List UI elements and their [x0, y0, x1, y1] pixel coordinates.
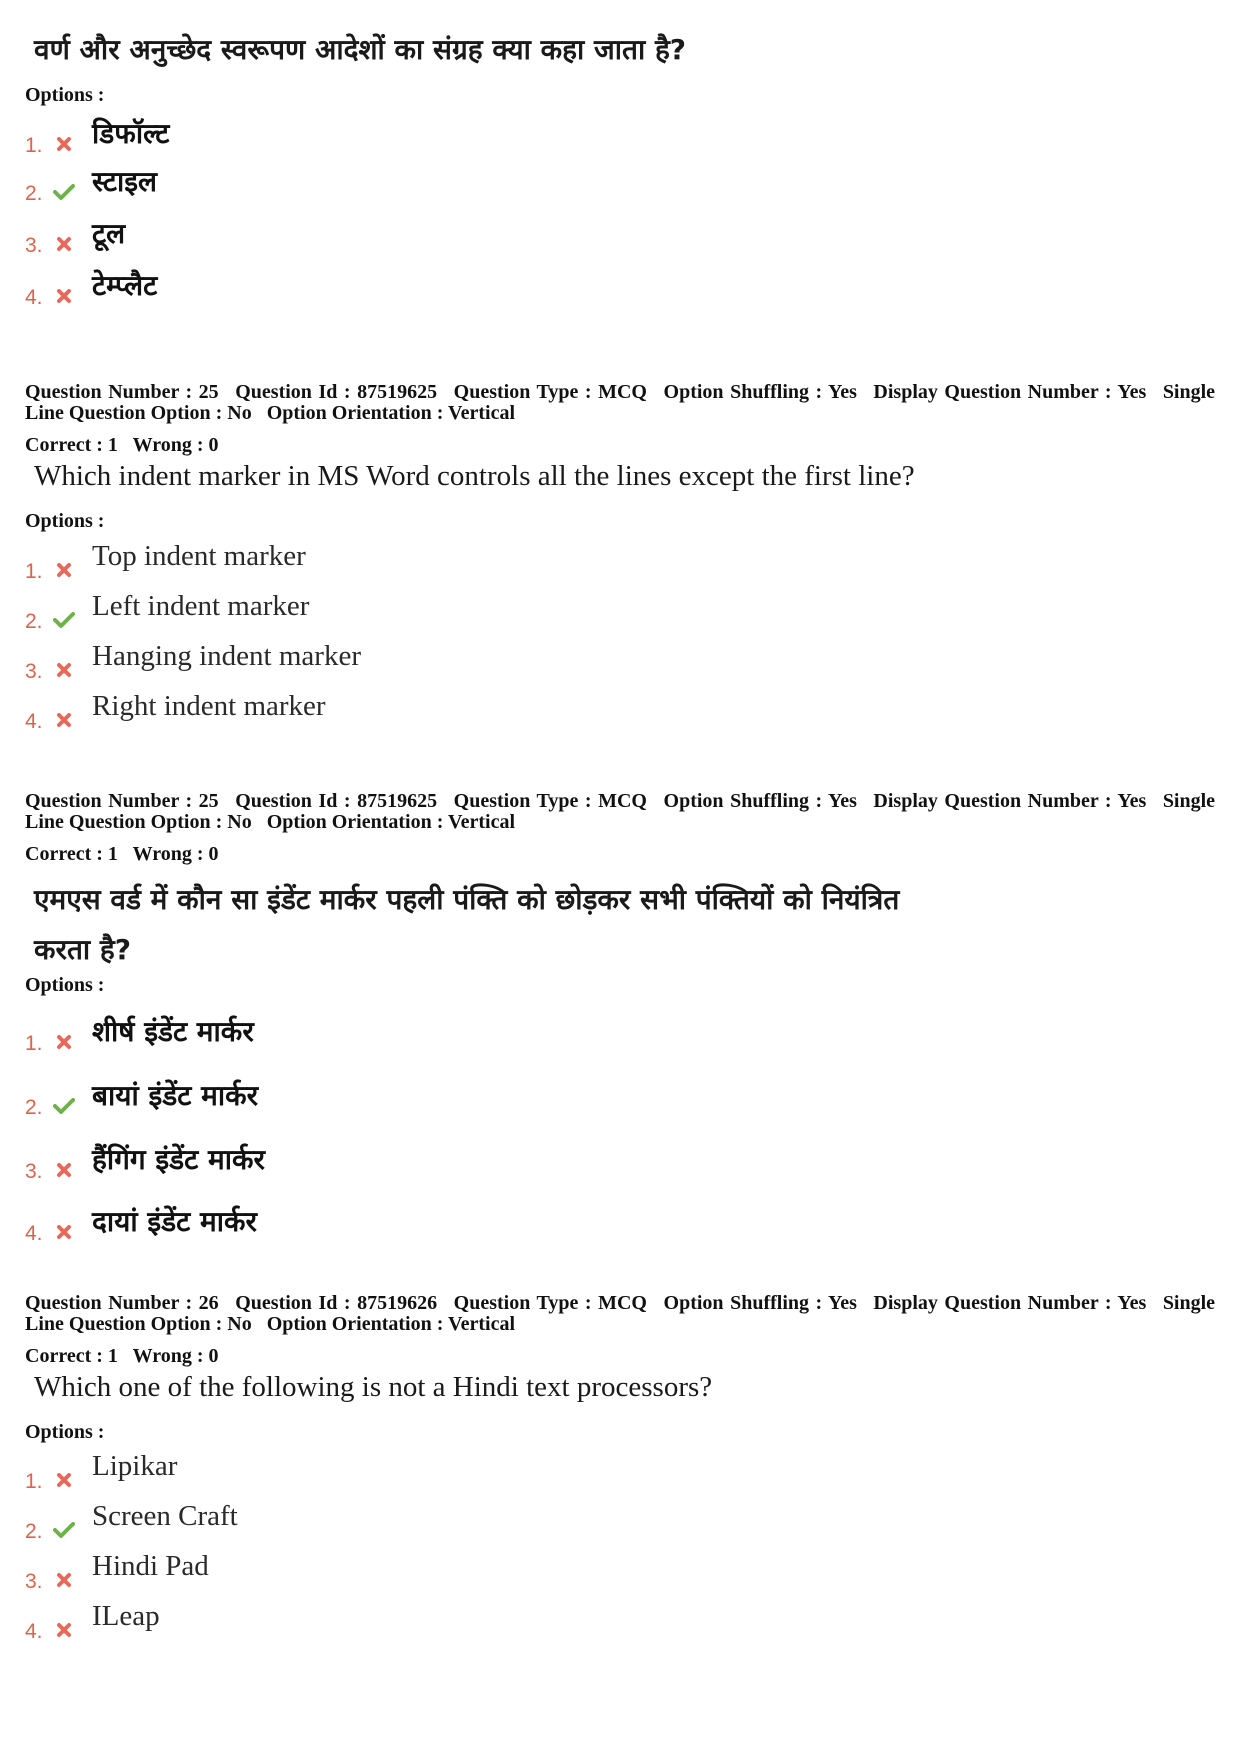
- question-id: Question Id : 87519625: [235, 790, 438, 812]
- option-number: 4.: [25, 1620, 43, 1643]
- option-number: 1.: [25, 1470, 43, 1493]
- wrong-mark-icon: [53, 1223, 75, 1241]
- wrong-mark-icon: [53, 287, 75, 305]
- option-row: [0, 214, 900, 258]
- option-text: Hanging indent marker: [92, 640, 361, 672]
- options-label: Options :: [25, 84, 105, 106]
- wrong-score: Wrong : 0: [132, 434, 219, 456]
- option-shuffling: Option Shuffling : Yes: [663, 381, 857, 403]
- option-row: [0, 1012, 900, 1056]
- scoring: [25, 843, 219, 866]
- option-number: 1.: [25, 560, 43, 583]
- question-text: Which indent marker in MS Word controls all the lines except the first line?: [34, 460, 915, 492]
- wrong-score: Wrong : 0: [132, 1345, 219, 1367]
- option-orientation: Option Orientation : Vertical: [266, 402, 516, 424]
- option-text: Top indent marker: [92, 540, 306, 572]
- question-type: Question Type : MCQ: [453, 790, 647, 812]
- correct-score: Correct : 1: [25, 843, 118, 865]
- option-row: [0, 266, 900, 310]
- option-row: [0, 640, 900, 684]
- correct-check-icon: [53, 611, 75, 629]
- options-label: Options :: [25, 974, 105, 996]
- question-metadata: [25, 382, 1215, 424]
- wrong-mark-icon: [53, 711, 75, 729]
- option-number: 3.: [25, 1570, 43, 1593]
- scoring: [25, 434, 219, 457]
- question-number: Question Number : 26: [25, 1292, 219, 1314]
- options-label: Options :: [25, 510, 105, 532]
- question-type: Question Type : MCQ: [453, 381, 647, 403]
- scoring: [25, 1345, 219, 1368]
- option-row: [0, 690, 900, 734]
- option-orientation: Option Orientation : Vertical: [266, 1313, 516, 1335]
- question-metadata: [25, 1293, 1215, 1335]
- option-number: 2.: [25, 1520, 43, 1543]
- single-line-question-option: Single Line Question Option : No: [25, 790, 1216, 833]
- question-id: Question Id : 87519626: [235, 1292, 438, 1314]
- single-line-question-option: Single Line Question Option : No: [25, 381, 1216, 424]
- option-row: [0, 114, 900, 158]
- wrong-mark-icon: [53, 1161, 75, 1179]
- correct-check-icon: [53, 1521, 75, 1539]
- option-text: शीर्ष इंडेंट मार्कर: [92, 1015, 254, 1048]
- correct-check-icon: [53, 183, 75, 201]
- option-row: [0, 1550, 900, 1594]
- option-row: [0, 1076, 900, 1120]
- option-row: [0, 1450, 900, 1494]
- option-text: टेम्प्लैट: [92, 269, 158, 302]
- option-number: 3.: [25, 1160, 43, 1183]
- option-number: 4.: [25, 1222, 43, 1245]
- wrong-mark-icon: [53, 235, 75, 253]
- correct-check-icon: [53, 1097, 75, 1115]
- option-text: दायां इंडेंट मार्कर: [92, 1205, 257, 1238]
- question-text-line-1: एमएस वर्ड में कौन सा इंडेंट मार्कर पहली पंक्ति को छोड़कर सभी पंक्तियों को नियंत्रित: [34, 883, 900, 916]
- option-row: [0, 540, 900, 584]
- wrong-mark-icon: [53, 661, 75, 679]
- option-row: [0, 162, 900, 206]
- wrong-mark-icon: [53, 1621, 75, 1639]
- question-number: Question Number : 25: [25, 381, 219, 403]
- wrong-mark-icon: [53, 1571, 75, 1589]
- option-row: [0, 1500, 900, 1544]
- question-text: वर्ण और अनुच्छेद स्वरूपण आदेशों का संग्रह क्या कहा जाता है?: [34, 33, 687, 66]
- question-id: Question Id : 87519625: [235, 381, 438, 403]
- wrong-score: Wrong : 0: [132, 843, 219, 865]
- option-number: 4.: [25, 710, 43, 733]
- wrong-mark-icon: [53, 135, 75, 153]
- display-question-number: Display Question Number : Yes: [873, 381, 1147, 403]
- option-text: Lipikar: [92, 1450, 178, 1482]
- option-number: 4.: [25, 286, 43, 309]
- option-orientation: Option Orientation : Vertical: [266, 811, 516, 833]
- option-number: 2.: [25, 182, 43, 205]
- correct-score: Correct : 1: [25, 434, 118, 456]
- option-text: Left indent marker: [92, 590, 310, 622]
- display-question-number: Display Question Number : Yes: [873, 1292, 1147, 1314]
- option-text: टूल: [92, 217, 126, 250]
- option-text: डिफॉल्ट: [92, 117, 170, 150]
- option-number: 1.: [25, 134, 43, 157]
- option-text: हैंगिंग इंडेंट मार्कर: [92, 1143, 265, 1176]
- option-text: Screen Craft: [92, 1500, 238, 1532]
- question-text: Which one of the following is not a Hindi text processors?: [34, 1371, 713, 1403]
- option-number: 3.: [25, 660, 43, 683]
- option-row: [0, 590, 900, 634]
- option-text: Right indent marker: [92, 690, 326, 722]
- option-text: Hindi Pad: [92, 1550, 209, 1582]
- option-row: [0, 1202, 900, 1246]
- question-type: Question Type : MCQ: [453, 1292, 647, 1314]
- wrong-mark-icon: [53, 1033, 75, 1051]
- question-number: Question Number : 25: [25, 790, 219, 812]
- options-label: Options :: [25, 1421, 105, 1443]
- option-shuffling: Option Shuffling : Yes: [663, 790, 857, 812]
- display-question-number: Display Question Number : Yes: [873, 790, 1147, 812]
- wrong-mark-icon: [53, 561, 75, 579]
- option-shuffling: Option Shuffling : Yes: [663, 1292, 857, 1314]
- wrong-mark-icon: [53, 1471, 75, 1489]
- question-metadata: [25, 791, 1215, 833]
- option-number: 2.: [25, 610, 43, 633]
- option-number: 1.: [25, 1032, 43, 1055]
- option-number: 2.: [25, 1096, 43, 1119]
- option-row: [0, 1600, 900, 1644]
- option-text: ILeap: [92, 1600, 160, 1632]
- option-number: 3.: [25, 234, 43, 257]
- correct-score: Correct : 1: [25, 1345, 118, 1367]
- single-line-question-option: Single Line Question Option : No: [25, 1292, 1216, 1335]
- option-text: स्टाइल: [92, 165, 157, 198]
- option-text: बायां इंडेंट मार्कर: [92, 1079, 259, 1112]
- option-row: [0, 1140, 900, 1184]
- question-text-line-2: करता है?: [34, 933, 132, 966]
